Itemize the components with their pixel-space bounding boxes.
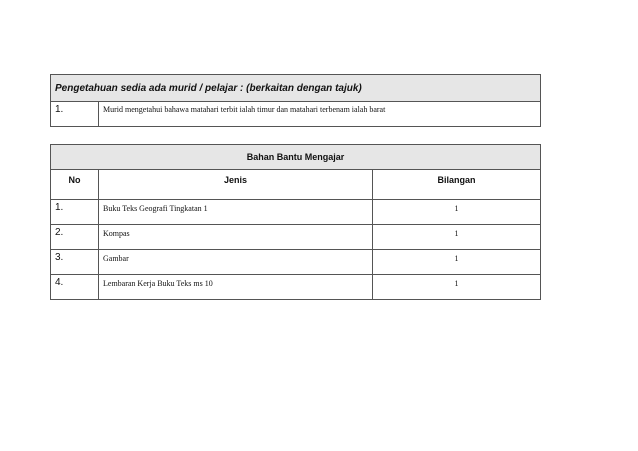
column-header-row — [51, 170, 541, 200]
row-number: 1. — [51, 102, 99, 127]
row-number: 2. — [51, 225, 99, 250]
table-row — [51, 200, 541, 225]
prior-knowledge-header-row — [51, 75, 541, 102]
row-number: 3. — [51, 250, 99, 275]
row-jenis: Buku Teks Geografi Tingkatan 1 — [99, 200, 373, 225]
column-header-jenis: Jenis — [99, 170, 373, 200]
prior-knowledge-table — [50, 74, 541, 127]
table-row — [51, 102, 541, 127]
teaching-aids-title-row — [51, 145, 541, 170]
column-header-no: No — [51, 170, 99, 200]
prior-knowledge-header: Pengetahuan sedia ada murid / pelajar : (berkaitan dengan tajuk) — [51, 75, 541, 102]
row-bilangan: 1 — [373, 250, 541, 275]
row-jenis: Gambar — [99, 250, 373, 275]
row-bilangan: 1 — [373, 200, 541, 225]
teaching-aids-table — [50, 144, 541, 300]
table-row — [51, 275, 541, 300]
prior-knowledge-text: Murid mengetahui bahawa matahari terbit ialah timur dan matahari terbenam ialah barat — [99, 102, 541, 127]
column-header-bilangan: Bilangan — [373, 170, 541, 200]
row-jenis: Lembaran Kerja Buku Teks ms 10 — [99, 275, 373, 300]
row-bilangan: 1 — [373, 275, 541, 300]
teaching-aids-title: Bahan Bantu Mengajar — [51, 145, 541, 170]
row-bilangan: 1 — [373, 225, 541, 250]
table-row — [51, 250, 541, 275]
table-row — [51, 225, 541, 250]
row-jenis: Kompas — [99, 225, 373, 250]
row-number: 4. — [51, 275, 99, 300]
row-number: 1. — [51, 200, 99, 225]
